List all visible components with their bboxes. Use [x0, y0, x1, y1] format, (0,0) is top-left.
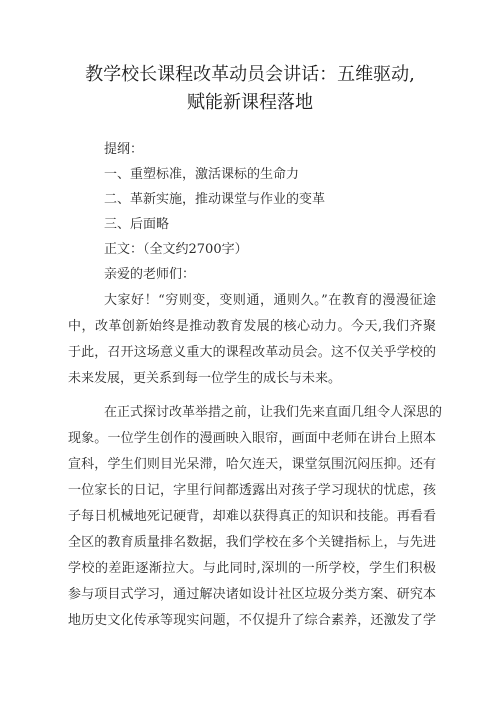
document-title-line-2: 赋能新课程落地	[187, 92, 313, 113]
paragraph-1-line-2: 中，改革创新始终是推动教育发展的核心动力。今天,我们齐聚	[68, 319, 436, 334]
body-heading: 正文：（全文约2700字）	[104, 242, 248, 257]
paragraph-2-line-2: 现象。一位学生创作的漫画映入眼帘，画面中老师在讲台上照本	[68, 431, 436, 446]
paragraph-2-line-1: 在正式探讨改革举措之前，让我们先来直面几组令人深思的	[104, 405, 443, 420]
paragraph-1-line-4: 未来发展，更关系到每一位学生的成长与未来。	[68, 371, 342, 386]
paragraph-1-line-3: 于此，召开这场意义重大的课程改革动员会。这不仅关乎学校的	[68, 345, 436, 360]
outline-item-1: 一、重塑标准，激活课标的生命力	[104, 167, 300, 182]
paragraph-2-line-9: 地历史文化传承等现实问题，不仅提升了综合素养，还激发了学	[68, 613, 436, 628]
paragraph-2-line-8: 参与项目式学习，通过解决诸如设计社区垃圾分类方案、研究本	[68, 587, 436, 602]
outline-item-3: 三、后面略	[104, 217, 170, 232]
salutation: 亲爱的老师们：	[104, 267, 196, 282]
paragraph-2-line-5: 子每日机械地死记硬背，却难以获得真正的知识和技能。再看看	[68, 509, 436, 524]
paragraph-2-line-4: 一位家长的日记，字里行间都透露出对孩子学习现状的忧虑，孩	[68, 483, 436, 498]
outline-heading: 提纲：	[104, 142, 144, 157]
paragraph-1-line-1: 大家好！“穷则变，变则通，通则久。”在教育的漫漫征途	[104, 293, 436, 308]
document-title-line-1: 教学校长课程改革动员会讲话：五维驱动,	[85, 64, 415, 85]
paragraph-2-line-6: 全区的教育质量排名数据，我们学校在多个关键指标上，与先进	[68, 535, 436, 550]
outline-item-2: 二、革新实施，推动课堂与作业的变革	[104, 192, 326, 207]
paragraph-2-line-3: 宣科，学生们则目光呆滞，哈欠连天，课堂氛围沉闷压抑。还有	[68, 457, 436, 472]
paragraph-2-line-7: 学校的差距逐渐拉大。与此同时,深圳的一所学校，学生们积极	[68, 561, 436, 576]
